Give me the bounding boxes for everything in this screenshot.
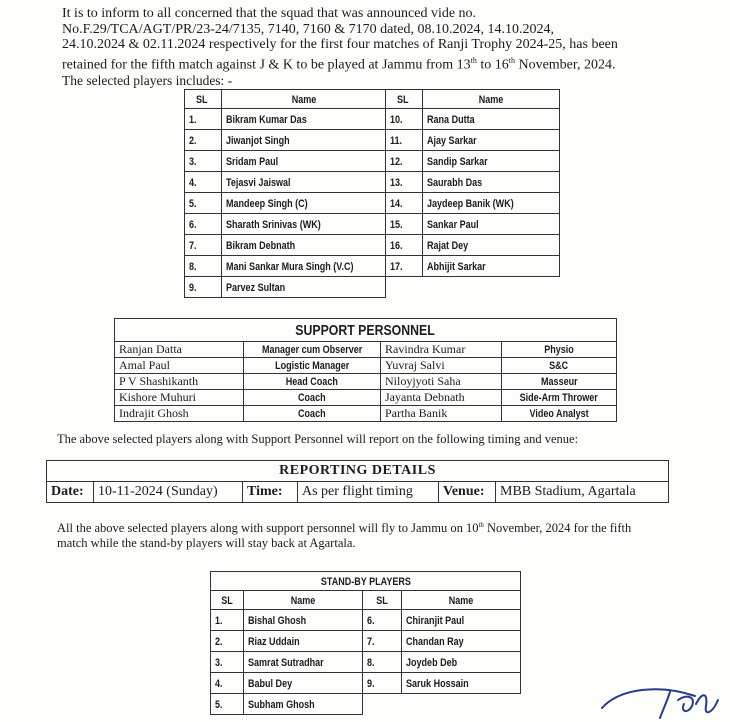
reporting-details-table [46, 460, 669, 503]
venue-label: Venue: [439, 482, 496, 503]
table-row [115, 358, 617, 374]
sl-cell: 13. [386, 172, 423, 193]
sl-cell: 14. [386, 193, 423, 214]
intro-line [62, 53, 687, 73]
intro-line: It is to inform to all concerned that the squad that was announced vide no. [62, 6, 477, 21]
table-row [115, 342, 617, 358]
sl-cell: 7. [363, 631, 402, 652]
empty-cell [363, 694, 402, 715]
sl-cell: 1. [211, 610, 244, 631]
column-header: SL [185, 90, 222, 109]
person-name: Kishore Muhuri [115, 390, 244, 406]
name-cell: Bikram Kumar Das [222, 109, 386, 130]
empty-cell [423, 277, 560, 298]
sl-cell: 2. [185, 130, 222, 151]
table-row [115, 406, 617, 422]
travel-text: All the above selected players along with support personnel will fly to Jammu on 10 [57, 521, 479, 536]
intro-text: retained for the fifth match against J & K to be played at Jammu from 13 [62, 57, 471, 73]
sl-cell: 16. [386, 235, 423, 256]
name-cell: Subham Ghosh [244, 694, 363, 715]
sl-cell: 4. [185, 172, 222, 193]
name-cell: Bikram Debnath [222, 235, 386, 256]
superscript: th [470, 55, 477, 65]
sl-cell: 12. [386, 151, 423, 172]
name-cell: Sankar Paul [423, 214, 560, 235]
table-row [185, 277, 560, 298]
table-row [211, 673, 521, 694]
name-cell: Abhijit Sarkar [423, 256, 560, 277]
table-row [211, 694, 521, 715]
sl-cell: 9. [185, 277, 222, 298]
sl-cell: 9. [363, 673, 402, 694]
sl-cell: 8. [363, 652, 402, 673]
person-role: Video Analyst [502, 406, 617, 422]
empty-cell [386, 277, 423, 298]
person-name: Jayanta Debnath [381, 390, 502, 406]
name-cell: Ajay Sarkar [423, 130, 560, 151]
column-header: SL [363, 591, 402, 610]
time-value: As per flight timing [298, 482, 439, 503]
intro-text: to 16 [476, 57, 509, 73]
table-row [185, 130, 560, 151]
sl-cell: 5. [211, 694, 244, 715]
table-row [185, 109, 560, 130]
sl-cell: 3. [185, 151, 222, 172]
person-role: Manager cum Observer [244, 342, 381, 358]
table-header-row [185, 90, 560, 109]
name-cell: Samrat Sutradhar [244, 652, 363, 673]
empty-cell [402, 694, 521, 715]
person-role: Coach [244, 406, 381, 422]
person-role: Logistic Manager [244, 358, 381, 374]
person-role: Physio [502, 342, 617, 358]
person-name: Ravindra Kumar [381, 342, 502, 358]
intro-text: November, 2024. [514, 57, 616, 73]
sl-cell: 11. [386, 130, 423, 151]
table-title-row [47, 461, 669, 482]
travel-note [57, 518, 677, 551]
name-cell: Sridam Paul [222, 151, 386, 172]
person-role: Coach [244, 390, 381, 406]
support-personnel-table [114, 318, 617, 422]
name-cell: Chiranjit Paul [402, 610, 521, 631]
column-header: SL [386, 90, 423, 109]
column-header: Name [402, 591, 521, 610]
sl-cell: 6. [363, 610, 402, 631]
travel-line [57, 518, 677, 536]
person-name: Yuvraj Salvi [381, 358, 502, 374]
name-cell: Chandan Ray [402, 631, 521, 652]
table-row [115, 374, 617, 390]
standby-title: STAND-BY PLAYERS [211, 572, 521, 591]
table-row [185, 214, 560, 235]
name-cell: Joydeb Deb [402, 652, 521, 673]
person-name: Amal Paul [115, 358, 244, 374]
person-name: Ranjan Datta [115, 342, 244, 358]
sl-cell: 4. [211, 673, 244, 694]
table-title-row [115, 319, 617, 342]
sl-cell: 10. [386, 109, 423, 130]
name-cell: Babul Dey [244, 673, 363, 694]
travel-text: November, 2024 for the fifth [483, 521, 632, 536]
table-header-row [211, 591, 521, 610]
table-row [211, 652, 521, 673]
reporting-note: The above selected players along with Support Personnel will report on the following timing and venue: [57, 432, 579, 446]
superscript: th [508, 55, 515, 65]
column-header: Name [222, 90, 386, 109]
sl-cell: 1. [185, 109, 222, 130]
sl-cell: 2. [211, 631, 244, 652]
table-row [185, 172, 560, 193]
table-row [211, 610, 521, 631]
name-cell: Jaydeep Banik (WK) [423, 193, 560, 214]
name-cell: Rajat Dey [423, 235, 560, 256]
column-header: Name [423, 90, 560, 109]
superscript: th [478, 521, 484, 529]
table-row [115, 390, 617, 406]
name-cell: Saurabh Das [423, 172, 560, 193]
person-name: Partha Banik [381, 406, 502, 422]
person-name: P V Shashikanth [115, 374, 244, 390]
squad-table [184, 89, 560, 298]
name-cell: Riaz Uddain [244, 631, 363, 652]
intro-line: No.F.29/TCA/AGT/PR/23-24/7135, 7140, 7160 & 7170 dated, 08.10.2024, 14.10.2024, [62, 21, 554, 37]
person-name: Niloyjyoti Saha [381, 374, 502, 390]
table-row [185, 151, 560, 172]
standby-players-table [210, 571, 521, 715]
reporting-title: REPORTING DETAILS [47, 461, 669, 482]
person-role: S&C [502, 358, 617, 374]
venue-value: MBB Stadium, Agartala [496, 482, 669, 503]
name-cell: Mandeep Singh (C) [222, 193, 386, 214]
sl-cell: 15. [386, 214, 423, 235]
column-header: SL [211, 591, 244, 610]
signature [600, 678, 725, 722]
person-role: Head Coach [244, 374, 381, 390]
name-cell: Bishal Ghosh [244, 610, 363, 631]
intro-line: 24.10.2024 & 02.11.2024 respectively for the first four matches of Ranji Trophy 2024-25, has been [62, 37, 618, 52]
table-title-row [211, 572, 521, 591]
name-cell: Parvez Sultan [222, 277, 386, 298]
sl-cell: 7. [185, 235, 222, 256]
date-value: 10-11-2024 (Sunday) [94, 482, 243, 503]
intro-paragraph [62, 6, 687, 73]
sl-cell: 8. [185, 256, 222, 277]
sl-cell: 5. [185, 193, 222, 214]
time-label: Time: [243, 482, 298, 503]
sl-cell: 6. [185, 214, 222, 235]
table-row [47, 482, 669, 503]
name-cell: Tejasvi Jaiswal [222, 172, 386, 193]
selected-players-label: The selected players includes: - [62, 73, 233, 88]
travel-line: match while the stand-by players will stay back at Agartala. [57, 536, 356, 551]
name-cell: Saruk Hossain [402, 673, 521, 694]
name-cell: Sandip Sarkar [423, 151, 560, 172]
name-cell: Rana Dutta [423, 109, 560, 130]
table-row [185, 193, 560, 214]
sl-cell: 3. [211, 652, 244, 673]
person-name: Indrajit Ghosh [115, 406, 244, 422]
table-row [185, 256, 560, 277]
name-cell: Mani Sankar Mura Singh (V.C) [222, 256, 386, 277]
table-row [211, 631, 521, 652]
support-title: SUPPORT PERSONNEL [115, 319, 617, 342]
column-header: Name [244, 591, 363, 610]
person-role: Side-Arm Thrower [502, 390, 617, 406]
name-cell: Jiwanjot Singh [222, 130, 386, 151]
date-label: Date: [47, 482, 94, 503]
table-row [185, 235, 560, 256]
sl-cell: 17. [386, 256, 423, 277]
name-cell: Sharath Srinivas (WK) [222, 214, 386, 235]
person-role: Masseur [502, 374, 617, 390]
